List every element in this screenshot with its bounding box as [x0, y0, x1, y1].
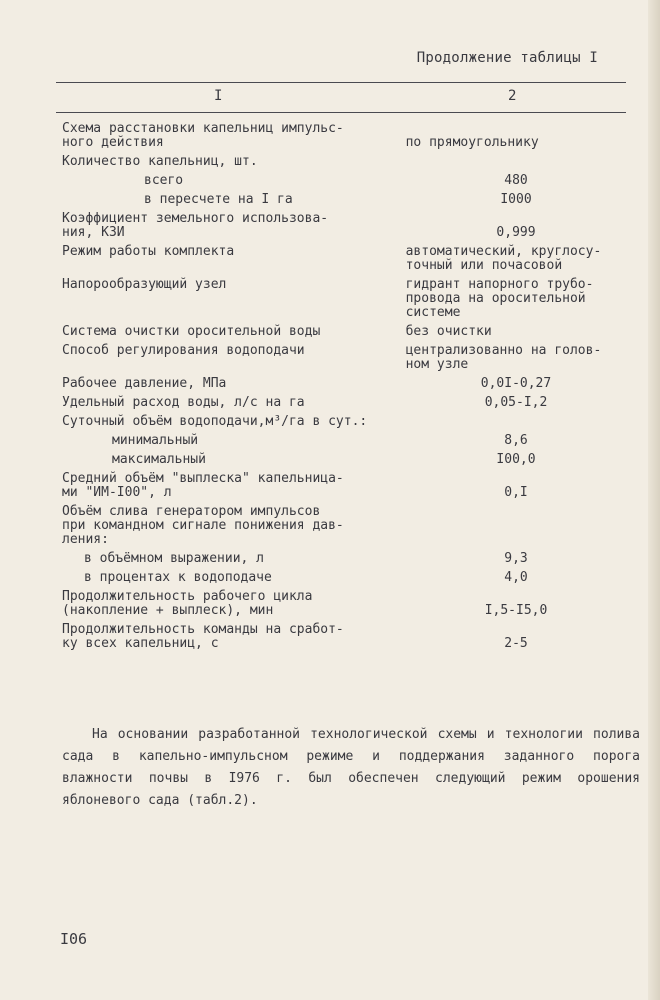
row-value: без очистки	[405, 324, 492, 339]
body-paragraph: На основании разработанной технологической схемы и технологии полива сада в капельно-импульсном режиме и поддержания заданного порога влажности почвы в I976 г. был обеспечен следующий режим орошения яблоневого сада (табл.2).	[62, 727, 640, 808]
table-row	[62, 278, 632, 320]
row-value: централизованно на голов- ном узле	[405, 343, 602, 372]
row-parameter: Средний объём "выплеска" капельница- ми "ИМ-I00", л	[62, 471, 344, 500]
row-value: 9,3	[504, 551, 528, 566]
table-row	[62, 155, 632, 169]
table-row	[62, 623, 632, 651]
row-parameter: Продолжительность команды на сработ- ку всех капельниц, с	[62, 622, 344, 651]
row-parameter: в объёмном выражении, л	[84, 551, 265, 566]
row-parameter: в пересчете на I га	[144, 192, 293, 207]
row-value: 8,6	[504, 433, 528, 448]
table-continuation-label: Продолжение таблицы I	[416, 50, 598, 66]
table-row	[62, 344, 632, 372]
row-value: I000	[500, 192, 532, 207]
row-parameter: максимальный	[112, 452, 206, 467]
table-row	[62, 590, 632, 618]
column-header-2: 2	[508, 88, 517, 104]
row-value: 2-5	[504, 636, 528, 651]
table-row	[62, 396, 632, 410]
table-header-rule	[56, 112, 626, 113]
table-row	[62, 552, 632, 566]
table-row	[62, 453, 632, 467]
table-row	[62, 415, 632, 429]
row-value: 0,I	[504, 485, 528, 500]
column-header-1: I	[214, 88, 223, 104]
row-value: по прямоугольнику	[405, 135, 539, 150]
row-parameter: Напорообразующий узел	[62, 277, 227, 292]
page-edge-shadow	[648, 0, 660, 1000]
row-value: I00,0	[496, 452, 536, 467]
table-row	[62, 212, 632, 240]
row-value: I,5-I5,0	[484, 603, 548, 618]
page-number: I06	[60, 930, 88, 948]
table-row	[62, 377, 632, 391]
row-parameter: в процентах к водоподаче	[84, 570, 272, 585]
row-parameter: Рабочее давление, МПа	[62, 376, 227, 391]
row-value: 4,0	[504, 570, 528, 585]
table-row	[62, 571, 632, 585]
row-parameter: Режим работы комплекта	[62, 244, 235, 259]
table-row	[62, 122, 632, 150]
table-row	[62, 472, 632, 500]
table-row	[62, 245, 632, 273]
row-value: автоматический, круглосу- точный или почасовой	[405, 244, 602, 273]
row-parameter: Схема расстановки капельниц импульс- ного действия	[62, 121, 344, 150]
row-parameter: Количество капельниц, шт.	[62, 154, 258, 169]
row-parameter: Удельный расход воды, л/с на га	[62, 395, 305, 410]
table-top-rule	[56, 82, 626, 83]
row-value: 0,0I-0,27	[480, 376, 552, 391]
table-body	[62, 122, 632, 656]
row-parameter: Суточный объём водоподачи,м³/га в сут.:	[62, 414, 368, 429]
row-value: гидрант напорного трубо- провода на оросительной системе	[405, 277, 594, 320]
table-row	[62, 505, 632, 547]
row-parameter: Система очистки оросительной воды	[62, 324, 321, 339]
row-parameter: Коэффициент земельного использова- ния, КЗИ	[62, 211, 329, 240]
table-row	[62, 193, 632, 207]
row-parameter: Способ регулирования водоподачи	[62, 343, 305, 358]
table-row	[62, 325, 632, 339]
table-row	[62, 174, 632, 188]
row-value: 0,999	[496, 225, 536, 240]
row-parameter: Продолжительность рабочего цикла (накопление + выплеск), мин	[62, 589, 313, 618]
row-value: 480	[504, 173, 528, 188]
row-parameter: Объём слива генератором импульсов при командном сигнале понижения дав- ления:	[62, 504, 344, 547]
row-parameter: всего	[144, 173, 184, 188]
row-value: 0,05-I,2	[484, 395, 548, 410]
table-row	[62, 434, 632, 448]
row-parameter: минимальный	[112, 433, 199, 448]
